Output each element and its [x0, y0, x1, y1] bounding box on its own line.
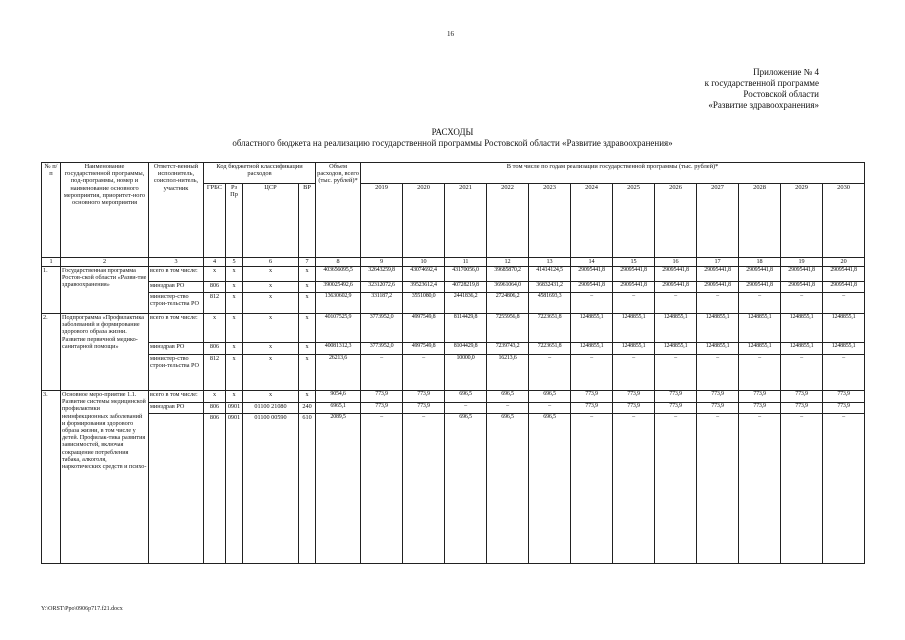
column-number: 20 [823, 258, 865, 267]
year-value-cell: 32312072,6 [361, 282, 403, 293]
year-value-cell: – [739, 293, 781, 314]
year-value-cell: 773,9 [739, 391, 781, 403]
year-value-cell: 43170056,0 [445, 267, 487, 282]
year-value-cell: – [613, 293, 655, 314]
column-number: 18 [739, 258, 781, 267]
executor-cell: министер-ство строи-тельства РО [149, 355, 204, 391]
program-name: Государственная программа Ростов-ской области «Разви-тие здравоохранения» [61, 267, 149, 314]
column-number: 19 [781, 258, 823, 267]
expenses-table [41, 162, 865, 564]
year-value-cell: 1248855,1 [697, 343, 739, 355]
header-year: 2029 [781, 184, 823, 258]
year-value-cell: 8104429,8 [445, 343, 487, 355]
year-value-cell: 331187,2 [361, 293, 403, 314]
year-value-cell: – [823, 414, 865, 564]
column-number: 16 [655, 258, 697, 267]
table-row [42, 314, 865, 343]
column-number: 11 [445, 258, 487, 267]
vr-cell: х [299, 282, 316, 293]
executor-cell [149, 414, 204, 564]
csr-cell: х [243, 293, 299, 314]
header-rzpr: Рз Пр [226, 184, 243, 258]
year-value-cell: 3773952,0 [361, 314, 403, 343]
header-year: 2022 [487, 184, 529, 258]
year-value-cell: 1248855,1 [739, 343, 781, 355]
year-value-cell: – [361, 355, 403, 391]
year-value-cell: 8114429,8 [445, 314, 487, 343]
year-value-cell: 1248855,1 [571, 314, 613, 343]
column-number: 8 [316, 258, 361, 267]
csr-cell: х [243, 355, 299, 391]
year-value-cell: 16213,6 [487, 355, 529, 391]
year-value-cell: 36832431,2 [529, 282, 571, 293]
year-value-cell: – [655, 414, 697, 564]
year-value-cell: – [823, 355, 865, 391]
year-value-cell: 7255956,8 [487, 314, 529, 343]
appendix-line: к государственной программе [704, 78, 819, 88]
year-value-cell: 773,9 [655, 403, 697, 414]
year-value-cell: 29095441,8 [655, 267, 697, 282]
year-value-cell: 1248855,1 [613, 343, 655, 355]
grbs-cell: 806 [204, 414, 226, 564]
year-value-cell: 2724806,2 [487, 293, 529, 314]
year-value-cell: – [613, 414, 655, 564]
year-value-cell: 773,9 [571, 391, 613, 403]
grbs-cell: 806 [204, 343, 226, 355]
year-value-cell: 29095441,8 [739, 282, 781, 293]
year-value-cell: – [781, 355, 823, 391]
csr-cell: 01100 21080 [243, 403, 299, 414]
year-value-cell: 773,9 [613, 403, 655, 414]
rzpr-cell: х [226, 314, 243, 343]
header-year: 2028 [739, 184, 781, 258]
vr-cell: х [299, 391, 316, 403]
table-row [42, 355, 865, 391]
header-year: 2024 [571, 184, 613, 258]
vr-cell: х [299, 314, 316, 343]
header-num: № п/п [42, 163, 61, 258]
header-volume: Объем расходов, всего (тыс. рублей)* [316, 163, 361, 258]
total-cell: 26213,6 [316, 355, 361, 391]
grbs-cell: 812 [204, 293, 226, 314]
total-cell: 403656095,5 [316, 267, 361, 282]
csr-cell: х [243, 343, 299, 355]
year-value-cell: 773,9 [823, 391, 865, 403]
program-name: Основное меро-приятие 1.1. Развитие системы медицинской профилактики неинфекционных заболеваний и формирования здорового образа жизни, в том числе у детей. Профилак-тика развития зависимостей, включая сокращение потребления табака, алкоголя, наркотических средств и психо- [61, 391, 149, 564]
year-value-cell: 1248855,1 [697, 314, 739, 343]
year-value-cell: 10000,0 [445, 355, 487, 391]
csr-cell: х [243, 282, 299, 293]
total-cell: 40107525,9 [316, 314, 361, 343]
year-value-cell: 2441836,2 [445, 293, 487, 314]
year-value-cell: – [697, 355, 739, 391]
total-cell: 2089,5 [316, 414, 361, 564]
header-executor: Ответст-венный исполнитель, соиспол-нитель, участник [149, 163, 204, 258]
year-value-cell: 696,5 [445, 414, 487, 564]
csr-cell: 01100 00590 [243, 414, 299, 564]
year-value-cell: 32643259,8 [361, 267, 403, 282]
year-value-cell: 3551080,0 [403, 293, 445, 314]
year-value-cell: 773,9 [403, 391, 445, 403]
header-year: 2023 [529, 184, 571, 258]
table-row [42, 267, 865, 282]
table-body [42, 267, 865, 564]
year-value-cell: 773,9 [823, 403, 865, 414]
year-value-cell: 696,5 [487, 414, 529, 564]
executor-cell: всего в том числе: [149, 314, 204, 343]
year-value-cell: 696,5 [529, 391, 571, 403]
table-row [42, 403, 865, 414]
year-value-cell: – [571, 414, 613, 564]
year-value-cell: – [361, 414, 403, 564]
year-value-cell: – [571, 355, 613, 391]
table-row [42, 282, 865, 293]
grbs-cell: х [204, 314, 226, 343]
vr-cell: 610 [299, 414, 316, 564]
year-value-cell: 773,9 [697, 391, 739, 403]
year-value-cell: 696,5 [445, 391, 487, 403]
header-year: 2020 [403, 184, 445, 258]
column-number: 10 [403, 258, 445, 267]
year-value-cell: 696,5 [487, 391, 529, 403]
year-value-cell: 29095441,8 [823, 267, 865, 282]
year-value-cell: 1248855,1 [823, 343, 865, 355]
table-row [42, 391, 865, 403]
year-value-cell: 4581693,3 [529, 293, 571, 314]
header-vr: ВР [299, 184, 316, 258]
year-value-cell: 773,9 [781, 403, 823, 414]
file-path-footer: Y:\ORST\Ppo\0906p717.f21.docx [41, 606, 123, 612]
csr-cell: х [243, 391, 299, 403]
year-value-cell: 29095441,8 [697, 267, 739, 282]
document-title: РАСХОДЫ [431, 127, 474, 137]
year-value-cell: 29095441,8 [655, 282, 697, 293]
executor-cell: всего в том числе: [149, 267, 204, 282]
table-row [42, 414, 865, 564]
total-cell: 390025492,6 [316, 282, 361, 293]
column-number: 4 [204, 258, 226, 267]
grbs-cell: 812 [204, 355, 226, 391]
year-value-cell: 36961064,0 [487, 282, 529, 293]
total-cell: 13630602,9 [316, 293, 361, 314]
csr-cell: х [243, 267, 299, 282]
rzpr-cell: х [226, 282, 243, 293]
year-value-cell: 29095441,8 [823, 282, 865, 293]
year-value-cell: 1248855,1 [781, 343, 823, 355]
year-value-cell: – [403, 414, 445, 564]
csr-cell: х [243, 314, 299, 343]
year-value-cell: 773,9 [697, 403, 739, 414]
page-number: 16 [447, 30, 454, 38]
table-row [42, 343, 865, 355]
column-number: 2 [61, 258, 149, 267]
year-value-cell: 773,9 [613, 391, 655, 403]
grbs-cell: х [204, 267, 226, 282]
header-csr: ЦСР [243, 184, 299, 258]
vr-cell: х [299, 293, 316, 314]
total-cell: 40081312,3 [316, 343, 361, 355]
year-value-cell: – [739, 414, 781, 564]
year-value-cell: 39523612,4 [403, 282, 445, 293]
vr-cell: х [299, 267, 316, 282]
year-value-cell: – [697, 293, 739, 314]
header-year: 2027 [697, 184, 739, 258]
year-value-cell: 29095441,8 [781, 282, 823, 293]
year-value-cell: 29095441,8 [739, 267, 781, 282]
year-value-cell: 3773952,0 [361, 343, 403, 355]
year-value-cell: 7223651,8 [529, 343, 571, 355]
appendix-line: «Развитие здравоохранения» [708, 100, 819, 110]
year-value-cell: – [403, 355, 445, 391]
executor-cell: минздрав РО [149, 403, 204, 414]
year-value-cell: – [655, 355, 697, 391]
year-value-cell: 1248855,1 [571, 343, 613, 355]
rzpr-cell: х [226, 391, 243, 403]
grbs-cell: х [204, 391, 226, 403]
rzpr-cell: х [226, 343, 243, 355]
year-value-cell: 1248855,1 [655, 314, 697, 343]
column-number: 7 [299, 258, 316, 267]
appendix-line: Приложение № 4 [753, 67, 819, 77]
rzpr-cell: 0901 [226, 414, 243, 564]
total-cell: 6965,1 [316, 403, 361, 414]
year-value-cell: 7239743,2 [487, 343, 529, 355]
executor-cell: минздрав РО [149, 282, 204, 293]
table-row [42, 293, 865, 314]
grbs-cell: 806 [204, 403, 226, 414]
rzpr-cell: х [226, 355, 243, 391]
year-value-cell: – [445, 403, 487, 414]
executor-cell: министер-ство строи-тельства РО [149, 293, 204, 314]
year-value-cell: 1248855,1 [655, 343, 697, 355]
year-value-cell: 773,9 [655, 391, 697, 403]
year-value-cell: – [613, 355, 655, 391]
year-value-cell: – [487, 403, 529, 414]
executor-cell: всего в том числе: [149, 391, 204, 403]
executor-cell: минздрав РО [149, 343, 204, 355]
header-grbs: ГРБС [204, 184, 226, 258]
column-number: 14 [571, 258, 613, 267]
rzpr-cell: х [226, 267, 243, 282]
year-value-cell: – [529, 355, 571, 391]
year-value-cell: 773,9 [361, 403, 403, 414]
document-title-block [0, 127, 905, 149]
rzpr-cell: х [226, 293, 243, 314]
total-cell: 9054,6 [316, 391, 361, 403]
year-value-cell: – [781, 293, 823, 314]
document-subtitle: областного бюджета на реализацию государственной программы Ростовской области «Развитие здравоохранения» [232, 138, 673, 148]
column-number: 15 [613, 258, 655, 267]
column-number: 17 [697, 258, 739, 267]
year-value-cell: 4997549,8 [403, 343, 445, 355]
year-value-cell: 1248855,1 [823, 314, 865, 343]
year-value-cell: 7223651,8 [529, 314, 571, 343]
column-number: 9 [361, 258, 403, 267]
appendix-note [705, 67, 819, 111]
year-value-cell: 1248855,1 [613, 314, 655, 343]
year-value-cell: 41414124,5 [529, 267, 571, 282]
year-value-cell: – [697, 414, 739, 564]
column-number: 3 [149, 258, 204, 267]
header-year: 2030 [823, 184, 865, 258]
column-number: 12 [487, 258, 529, 267]
year-value-cell: 39685870,2 [487, 267, 529, 282]
program-name: Подпрограмма «Профилактика заболеваний и формирование здорового образа жизни. Развитие первичной медико-санитарной помощи» [61, 314, 149, 391]
header-name: Наименование государственной программы, под-программы, номер и наименование основного мероприятия, приоритет-ного основного мероприятия [61, 163, 149, 258]
year-value-cell: 29095441,8 [781, 267, 823, 282]
year-value-cell: 4997549,8 [403, 314, 445, 343]
row-number: 1. [42, 267, 61, 314]
column-number: 5 [226, 258, 243, 267]
year-value-cell: 773,9 [571, 403, 613, 414]
column-number: 13 [529, 258, 571, 267]
column-number: 1 [42, 258, 61, 267]
column-number-row [42, 258, 865, 267]
row-number: 2. [42, 314, 61, 391]
year-value-cell: 773,9 [781, 391, 823, 403]
vr-cell: х [299, 343, 316, 355]
year-value-cell: – [655, 293, 697, 314]
year-value-cell: 29095441,8 [613, 267, 655, 282]
header-year: 2025 [613, 184, 655, 258]
row-number: 3. [42, 391, 61, 564]
header-year: 2019 [361, 184, 403, 258]
vr-cell: 240 [299, 403, 316, 414]
year-value-cell: 1248855,1 [781, 314, 823, 343]
year-value-cell: 43074692,4 [403, 267, 445, 282]
column-number: 6 [243, 258, 299, 267]
year-value-cell: 40728219,8 [445, 282, 487, 293]
year-value-cell: 773,9 [403, 403, 445, 414]
year-value-cell: 773,9 [361, 391, 403, 403]
year-value-cell: 773,9 [739, 403, 781, 414]
year-value-cell: 1248855,1 [739, 314, 781, 343]
year-value-cell: – [823, 293, 865, 314]
header-years-group: В том числе по годам реализации государственной программы (тыс. рублей)* [361, 163, 865, 184]
year-value-cell: 696,5 [529, 414, 571, 564]
year-value-cell: – [781, 414, 823, 564]
year-value-cell: 29095441,8 [613, 282, 655, 293]
appendix-line: Ростовской области [743, 89, 819, 99]
year-value-cell: 29095441,8 [571, 267, 613, 282]
header-code-group: Код бюджетной классификации расходов [204, 163, 316, 184]
year-value-cell: 29095441,8 [697, 282, 739, 293]
year-value-cell: 29095441,8 [571, 282, 613, 293]
header-year: 2021 [445, 184, 487, 258]
vr-cell: х [299, 355, 316, 391]
grbs-cell: 806 [204, 282, 226, 293]
year-value-cell: – [529, 403, 571, 414]
year-value-cell: – [739, 355, 781, 391]
rzpr-cell: 0901 [226, 403, 243, 414]
header-year: 2026 [655, 184, 697, 258]
year-value-cell: – [571, 293, 613, 314]
